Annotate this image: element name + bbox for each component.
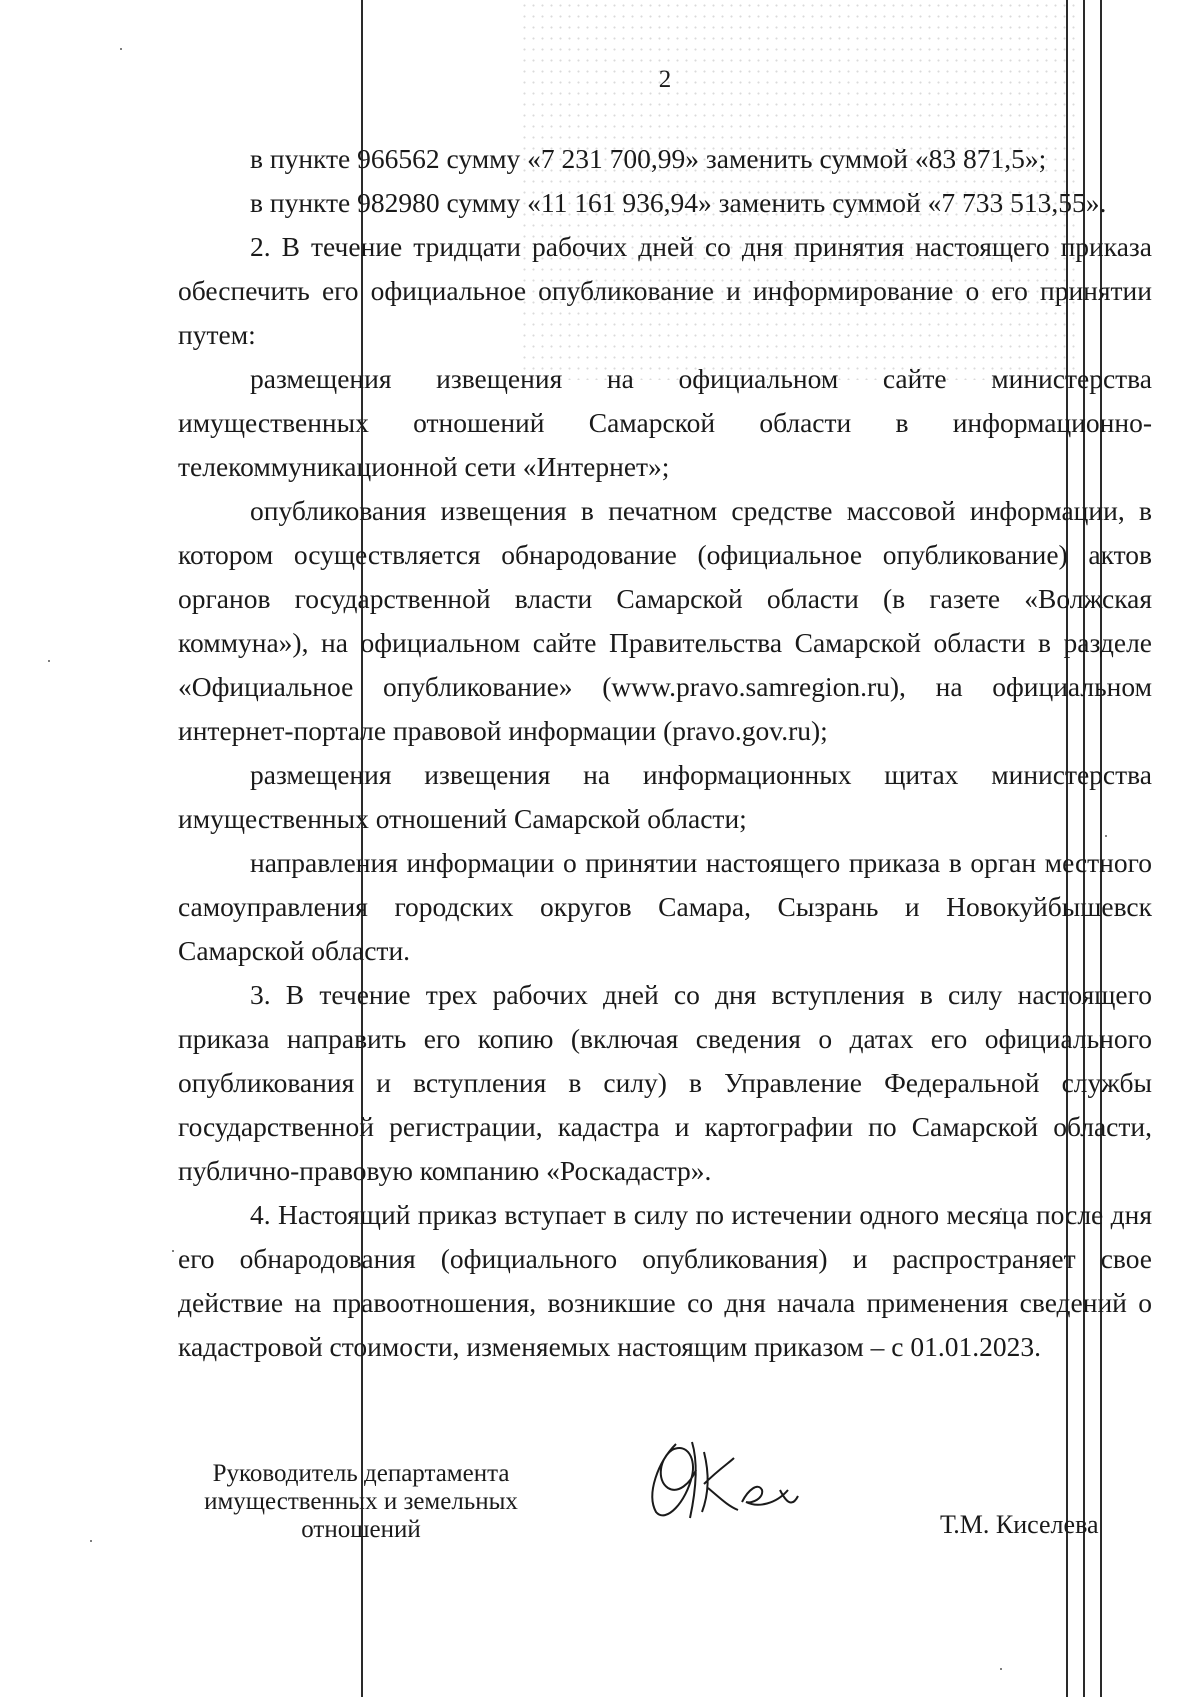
- paragraph: в пункте 966562 сумму «7 231 700,99» заменить суммой «83 871,5»;: [250, 143, 1047, 174]
- scan-speck: [120, 48, 122, 50]
- page-number: 2: [658, 66, 672, 93]
- scan-speck: [172, 1250, 174, 1252]
- paragraph: опубликования извещения в печатном средстве массовой информации, в котором осуществляется обнародование (официальное опубликование) актов органов государственной власти Самарской области (в газете «Волжская коммуна»), на официальном сайте Правительства Самарской области в разделе «Официальное опубликование» (www.pravo.samregion.ru), на официальном интернет-портале правовой информации (pravo.gov.ru);: [178, 495, 1152, 746]
- scan-speck: [90, 1540, 92, 1542]
- position-line: имущественных и земельных: [204, 1488, 518, 1515]
- signatory-position: [178, 1460, 544, 1544]
- scan-speck: [48, 660, 50, 662]
- position-line: Руководитель департамента: [212, 1460, 510, 1487]
- paragraph: 3. В течение трех рабочих дней со дня вступления в силу настоящего приказа направить его копию (включая сведения о датах его официального опубликования и вступления в силу) в Управление Федеральной службы государственной регистрации, кадастра и картографии по Самарской области, публично-правовую компанию «Роскадастр».: [178, 979, 1152, 1186]
- document-body: [178, 137, 1152, 1369]
- paragraph: направления информации о принятии настоящего приказа в орган местного самоуправления городских округов Самара, Сызрань и Новокуйбышевск Самарской области.: [178, 847, 1152, 966]
- paragraph: размещения извещения на официальном сайте министерства имущественных отношений Самарской области в информационно-телекоммуникационной сети «Интернет»;: [178, 363, 1152, 482]
- paragraph: 4. Настоящий приказ вступает в силу по истечении одного месяца после дня его обнародования (официального опубликования) и распространяет свое действие на правоотношения, возникшие со дня начала применения сведений о кадастровой стоимости, изменяемых настоящим приказом – с 01.01.2023.: [178, 1199, 1152, 1362]
- paragraph: 2. В течение тридцати рабочих дней со дня принятия настоящего приказа обеспечить его официальное опубликование и информирование о его принятии путем:: [178, 231, 1152, 350]
- position-line: отношений: [301, 1516, 421, 1543]
- paragraph: в пункте 982980 сумму «11 161 936,94» заменить суммой «7 733 513,55».: [250, 187, 1107, 218]
- signer-name: Т.М. Киселева: [940, 1510, 1099, 1539]
- scan-speck: [1000, 1668, 1002, 1670]
- paragraph: размещения извещения на информационных щитах министерства имущественных отношений Самарской области;: [178, 759, 1152, 834]
- handwritten-signature: [638, 1432, 808, 1524]
